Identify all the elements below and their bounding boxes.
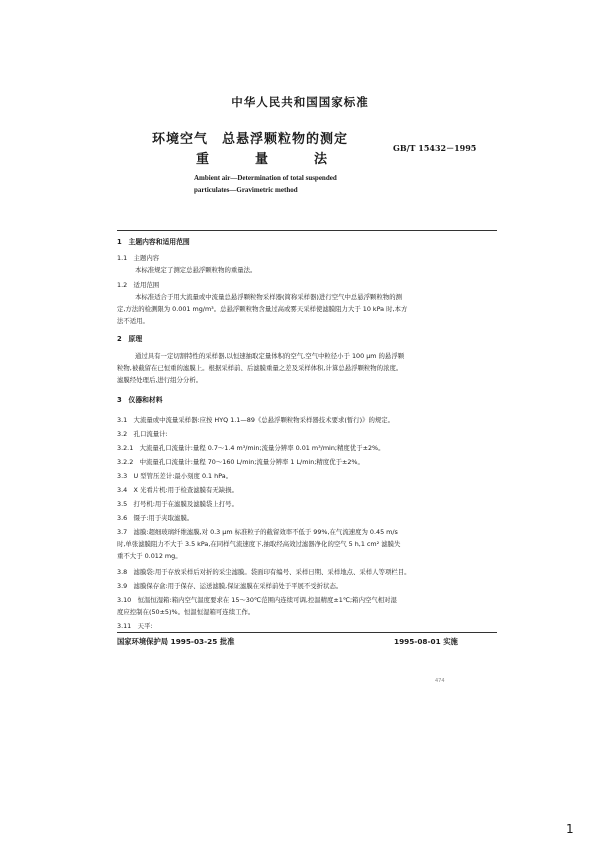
section-1-1-text: 本标准规定了测定总悬浮颗粒物的重量法。 (135, 266, 257, 274)
item-3-4: 3.4 X 光看片机:用于检查滤膜有无缺损。 (117, 486, 238, 494)
item-3-8: 3.8 滤膜袋:用于存放采样后对折的采尘滤膜。袋面印有编号、采样日期、采样地点、采样人等项栏目。 (117, 568, 411, 576)
section-1-2-title: 1.2 适用范围 (117, 281, 160, 289)
title-en-line1: Ambient air—Determination of total suspended (194, 174, 337, 182)
item-3-5: 3.5 打号机:用于在滤膜及滤膜袋上打号。 (117, 500, 238, 508)
item-3-3: 3.3 U 型管压差计:最小刻度 0.1 hPa。 (117, 472, 233, 480)
printed-page-number: 474 (435, 678, 445, 684)
section-2-title: 2 原理 (117, 335, 143, 343)
approval-date: 国家环境保护局 1995-03-25 批准 (117, 637, 235, 646)
pdf-page-number: 1 (566, 822, 574, 836)
item-3-9: 3.9 滤膜保存盒:用于保存、运送滤膜,保证滤膜在采样前处于平展不受折状态。 (117, 582, 343, 590)
section-1-2-p1: 本标准适合于用大流量或中流量总悬浮颗粒物采样器(简称采样器)进行空气中总悬浮颗粒物的测 (135, 293, 403, 301)
item-3-2: 3.2 孔口流量计: (117, 430, 168, 438)
section-3-title: 3 仪器和材料 (117, 396, 163, 404)
item-3-10-line1: 3.10 恒温恒湿箱:箱内空气温度要求在 15～30℃范围内连续可调,控温精度±1℃;箱内空气相对湿 (117, 596, 397, 604)
section-2-p1: 通过具有一定切割特性的采样器,以恒速抽取定量体积的空气,空气中粒径小于 100 μm 的悬浮颗 (135, 352, 405, 360)
section-1-2-p3: 法不适用。 (117, 317, 149, 325)
title-zh-char-2: 量 (255, 152, 269, 167)
title-en-line2: particulates—Gravimetric method (194, 186, 298, 194)
section-2-p2: 粒物,被截留在已恒重的滤膜上。根据采样前、后滤膜重量之差及采样体积,计算总悬浮颗粒物的浓度。 (117, 364, 403, 372)
section-1-1-title: 1.1 主题内容 (117, 254, 160, 262)
title-zh-char-3: 法 (314, 152, 328, 167)
section-1-2-p2: 定,方法的检测限为 0.001 mg/m³。总悬浮颗粒物含量过高或雾天采样使滤膜阻力大于 10 kPa 时,本方 (117, 305, 408, 313)
item-3-10-line2: 度应控制在(50±5)%。恒温恒湿箱可连续工作。 (117, 608, 255, 616)
title-zh-line1: 环境空气 总悬浮颗粒物的测定 (152, 132, 349, 147)
item-3-7-line2: 时,单张滤膜阻力不大于 3.5 kPa,在同样气流速度下,抽取经高效过滤器净化的空气 5 h,1 cm² 滤膜失 (117, 540, 401, 548)
item-3-1: 3.1 大流量或中流量采样器:应按 HYQ 1.1—89《总悬浮颗粒物采样器技术要求(暂行)》的规定。 (117, 416, 395, 424)
item-3-2-2: 3.2.2 中流量孔口流量计:量程 70～160 L/min;流量分辨率 1 L/min;精度优于±2%。 (117, 458, 364, 466)
item-3-6: 3.6 镊子:用于夹取滤膜。 (117, 514, 194, 522)
title-en (194, 172, 337, 196)
item-3-7-line3: 重不大于 0.012 mg。 (117, 552, 182, 560)
item-3-2-1: 3.2.1 大流量孔口流量计:量程 0.7～1.4 m³/min;流量分辨率 0.01 m³/min;精度优于±2%。 (117, 444, 385, 452)
standard-code: GB/T 15432－1995 (393, 143, 477, 153)
footer-divider (117, 632, 497, 633)
standard-body-header: 中华人民共和国国家标准 (231, 95, 369, 109)
item-3-7-line1: 3.7 滤膜:超细玻璃纤维滤膜,对 0.3 μm 标准粒子的截留效率不低于 99%,在气流速度为 0.45 m/s (117, 528, 398, 536)
title-zh-line2 (196, 148, 327, 167)
title-divider (117, 230, 497, 231)
item-3-11: 3.11 天平: (117, 622, 153, 630)
section-1-title: 1 主题内容和适用范围 (117, 238, 190, 246)
section-2-p3: 滤膜经处理后,进行组分分析。 (117, 376, 203, 384)
implementation-date: 1995-08-01 实施 (394, 637, 458, 646)
title-zh-char-1: 重 (196, 152, 210, 167)
